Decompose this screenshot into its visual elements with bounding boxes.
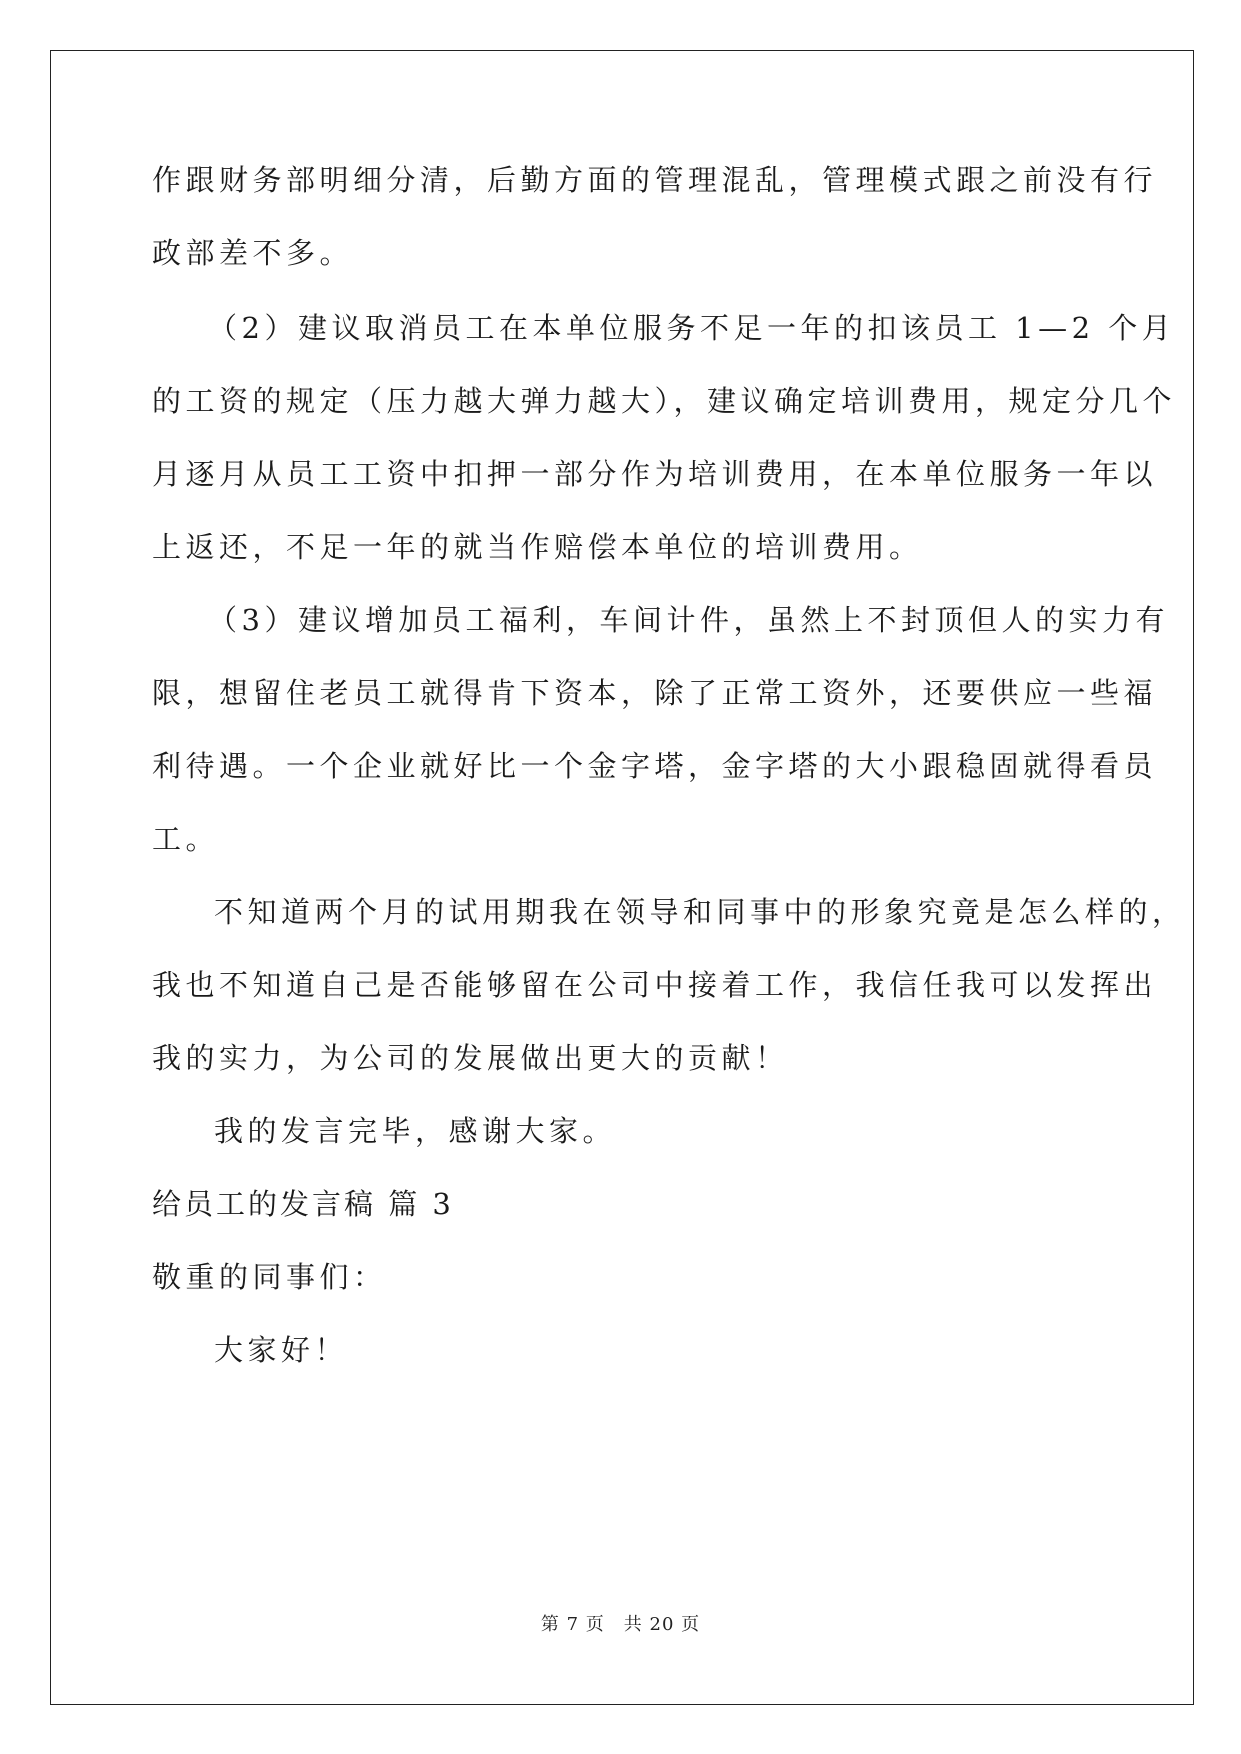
greeting: 大家好！ [214,1333,349,1367]
paragraph-5-line-1: 我的发言完毕，感谢大家。 [214,1114,617,1148]
paragraph-2-line-3: 月逐月从员工工资中扣押一部分作为培训费用，在本单位服务一年以 [152,457,1158,491]
paragraph-3-line-3: 利待遇。一个企业就好比一个金字塔，金字塔的大小跟稳固就得看员 [152,749,1158,783]
paragraph-1-line-1: 作跟财务部明细分清，后勤方面的管理混乱，管理模式跟之前没有行 [152,163,1158,197]
paragraph-2-line-1: （2）建议取消员工在本单位服务不足一年的扣该员工 1—2 个月 [208,311,1176,345]
paragraph-2-line-4: 上返还，不足一年的就当作赔偿本单位的培训费用。 [152,530,923,564]
paragraph-4-line-1: 不知道两个月的试用期我在领导和同事中的形象究竟是怎么样的， [214,895,1186,929]
section-heading: 给员工的发言稿 篇 3 [152,1187,454,1221]
paragraph-4-line-3: 我的实力，为公司的发展做出更大的贡献！ [152,1041,789,1075]
paragraph-1-line-2: 政部差不多。 [152,236,354,270]
paragraph-2-line-2: 的工资的规定（压力越大弹力越大），建议确定培训费用，规定分几个 [152,384,1177,418]
paragraph-4-line-2: 我也不知道自己是否能够留在公司中接着工作，我信任我可以发挥出 [152,968,1158,1002]
page-border [50,50,1194,1705]
salutation: 敬重的同事们： [152,1260,387,1294]
paragraph-3-line-2: 限，想留住老员工就得肯下资本，除了正常工资外，还要供应一些福 [152,676,1158,710]
page-footer: 第 7 页 共 20 页 [540,1614,701,1635]
paragraph-3-line-1: （3）建议增加员工福利，车间计件，虽然上不封顶但人的实力有 [208,603,1169,637]
paragraph-3-line-4: 工。 [152,822,220,856]
